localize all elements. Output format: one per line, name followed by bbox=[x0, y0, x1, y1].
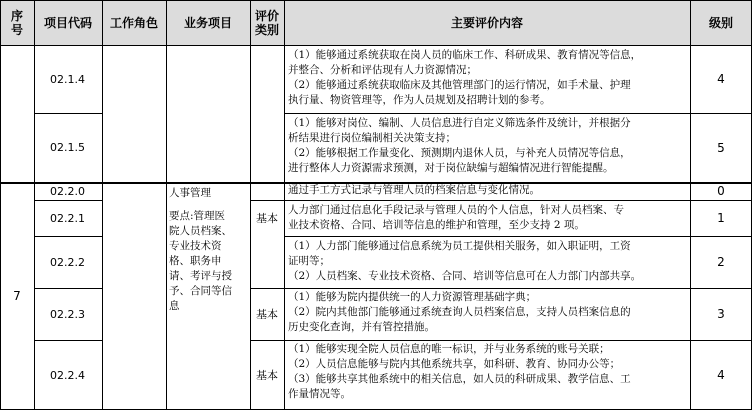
grid-line bbox=[0, 0, 1, 410]
grid-line bbox=[166, 0, 167, 410]
row-category: 基本 bbox=[256, 212, 278, 225]
row-code: 02.2.2 bbox=[50, 255, 85, 269]
business-title: 人事管理 bbox=[169, 187, 211, 199]
header-content: 主要评价内容 bbox=[284, 0, 690, 45]
row-code: 02.1.5 bbox=[50, 141, 85, 154]
business-point: 予、合同等信 bbox=[169, 285, 232, 297]
grid-line bbox=[102, 0, 103, 410]
row-code: 02.2.3 bbox=[50, 307, 85, 321]
business-point: 专业技术资 bbox=[169, 240, 222, 252]
grid-line bbox=[0, 182, 752, 184]
header-level: 级别 bbox=[690, 0, 752, 45]
grid-line bbox=[250, 200, 752, 201]
row-content: （1）能够通过系统获取在岗人员的临床工作、科研成果、教育情况等信息， 并整合、分析和评估现有人力资源情况； （2）能够通过系统获取临床及其他管理部门的运行情况，如手术量、护理 执行量、物资管理等，作为人员规划及招聘计划的参考。 bbox=[288, 49, 642, 106]
grid-line bbox=[34, 200, 102, 201]
row-level: 2 bbox=[717, 255, 725, 269]
grid-line bbox=[34, 0, 35, 410]
row-content: （1）能够对岗位、编制、人员信息进行自定义筛选条件及统计，并根据分 析结果进行岗位编制相关决策支持； （2）能够根据工作量变化、预测期内退休人员，与补充人员情况等信息， 进行整体人力资源需求预测，对于岗位缺编与超编情况进行智能提醒。 bbox=[288, 117, 631, 174]
grid-line bbox=[34, 236, 102, 237]
row-level: 4 bbox=[717, 72, 725, 86]
header-category: 评价 类别 bbox=[250, 0, 284, 45]
row-level: 4 bbox=[717, 368, 725, 382]
grid-line bbox=[34, 340, 102, 341]
business-point: 格、职务申 bbox=[169, 255, 222, 267]
header-business: 业务项目 bbox=[166, 0, 250, 45]
row-code: 02.2.1 bbox=[50, 211, 85, 225]
row-code: 02.2.0 bbox=[50, 184, 85, 198]
grid-line bbox=[250, 288, 752, 289]
row-level: 0 bbox=[717, 184, 725, 198]
row-content: （1）人力部门能够通过信息系统为员工提供相关服务，如入职证明，工资 证明等； （2）人员档案、专业技术资格、合同、培训等信息可在人力部门内部共享。 bbox=[288, 240, 642, 282]
grid-line bbox=[0, 45, 752, 46]
grid-line bbox=[250, 340, 752, 341]
row-category: 基本 bbox=[256, 369, 278, 382]
grid-line bbox=[284, 0, 285, 410]
business-item bbox=[166, 182, 250, 410]
grid-line bbox=[690, 0, 691, 410]
row-code: 02.1.4 bbox=[50, 72, 85, 86]
row-code: 02.2.4 bbox=[50, 368, 85, 382]
row-category: 基本 bbox=[256, 308, 278, 321]
business-point: 院人员档案、 bbox=[169, 225, 232, 237]
grid-line bbox=[34, 113, 102, 114]
grid-line bbox=[284, 113, 752, 114]
row-level: 3 bbox=[717, 307, 725, 321]
grid-line bbox=[284, 236, 752, 237]
business-point: 要点:管理医 bbox=[169, 210, 226, 222]
header-code: 项目代码 bbox=[34, 0, 102, 45]
row-content: （1）能够实现全院人员信息的唯一标识，并与业务系统的账号关联； （2）人员信息能够与院内其他系统共享，如科研、教育、协同办公等； （3）能够共享其他系统中的相关信息，如人员的科研成果、教学信息、工 作量情况等。 bbox=[288, 343, 631, 400]
row-level: 5 bbox=[717, 140, 725, 155]
grid-line bbox=[0, 409, 752, 410]
grid-line bbox=[34, 288, 102, 289]
row-content: 通过手工方式记录与管理人员的档案信息与变化情况。 bbox=[288, 184, 540, 196]
row-content: （1）能够为院内提供统一的人力资源管理基础字典； （2）院内其他部门能够通过系统查询人员档案信息，支持人员档案信息的 历史变化查询，并有管控措施。 bbox=[288, 291, 631, 333]
business-point: 请、考评与授 bbox=[169, 270, 232, 282]
grid-line bbox=[0, 0, 752, 1]
row-content: 人力部门通过信息化手段记录与管理人员的个人信息，针对人员档案、专 业技术资格、合同、培训等信息的维护和管理，至少支持 2 项。 bbox=[288, 204, 624, 231]
header-role: 工作角色 bbox=[102, 0, 166, 45]
row-level: 1 bbox=[717, 211, 725, 225]
header-seq: 序 号 bbox=[0, 0, 34, 45]
business-point: 息 bbox=[169, 300, 180, 312]
group-seq: 7 bbox=[13, 288, 21, 303]
grid-line bbox=[250, 0, 251, 410]
